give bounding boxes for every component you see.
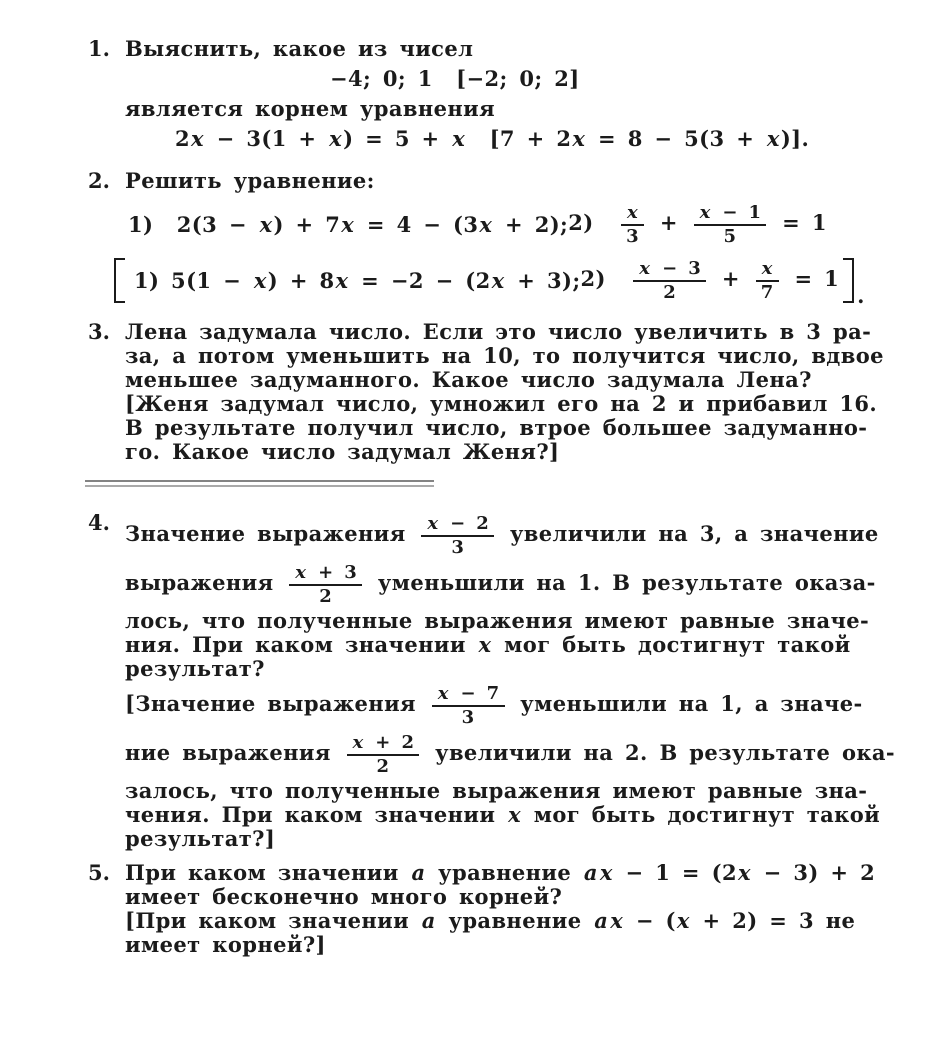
problem-number: 1. — [88, 36, 110, 61]
problem-2 — [88, 168, 912, 308]
text-line: Выяснить, какое из чисел — [125, 36, 474, 61]
text-line: имеет корней?] — [125, 932, 326, 957]
problem-body — [125, 861, 912, 957]
text-line: ния. При каком значении x мог быть достигнут такой — [125, 632, 851, 657]
equation-line: [При каком значении a уравнение ax − (x + 2) = 3 не — [125, 908, 856, 933]
text-line: го. Какое число задумал Женя?] — [125, 439, 560, 464]
fraction: $\frac{x + 2}{2}$ — [347, 733, 420, 776]
equation-2: 2) $\frac{x}{3}$ + $\frac{x - 1}{5}$ = 1 — [568, 202, 827, 247]
equation-line: 2x − 3(1 + x) = 5 + x [7 + 2x = 8 − 5(3 + x)]. — [175, 126, 810, 151]
problem-3 — [88, 320, 912, 464]
fraction: $\frac{x - 3}{2}$ — [633, 259, 706, 302]
text-line: меньшее задуманного. Какое число задумала Лена? — [125, 367, 812, 392]
problem-number: 2. — [88, 168, 110, 193]
text-line-with-fraction: Значение выражения $\frac{x - 2}{3}$ увеличили на 3, а значение — [125, 513, 879, 558]
equation-line: При каком значении a уравнение ax − 1 = (2x − 3) + 2 — [125, 860, 876, 885]
equation-row-1 — [125, 200, 912, 249]
problem-number: 5. — [88, 860, 110, 885]
text-line-with-fraction: ние выражения $\frac{x + 2}{2}$ увеличили на 2. В результате ока- — [125, 732, 896, 777]
problem-number: 4. — [88, 510, 110, 535]
text-line: результат? — [125, 656, 265, 681]
section-divider — [85, 480, 434, 487]
text-line: Лена задумала число. Если это число увеличить в 3 ра- — [125, 319, 872, 344]
text-line: лось, что полученные выражения имеют равные значе- — [125, 608, 870, 633]
bracketed-equations — [131, 256, 839, 305]
fraction: $\frac{x - 7}{3}$ — [432, 684, 505, 727]
fraction: $\frac{x}{7}$ — [756, 259, 779, 302]
equation-row-2-bracketed — [114, 256, 912, 308]
problem-number: 3. — [88, 319, 110, 344]
problem-body — [125, 34, 912, 154]
text-line: за, а потом уменьшить на 10, то получится число, вдвое — [125, 343, 884, 368]
problem-body — [125, 511, 912, 851]
candidate-numbers-line: −4; 0; 1 [−2; 0; 2] — [330, 66, 580, 91]
big-bracket-right — [843, 258, 854, 303]
equation-1: 1) 2(3 − x) + 7x = 4 − (3x + 2); — [128, 211, 569, 237]
problem-body — [125, 168, 912, 308]
text-line: имеет бесконечно много корней? — [125, 884, 563, 909]
fraction: $\frac{x - 1}{5}$ — [694, 203, 767, 246]
problem-1 — [88, 34, 912, 154]
text-line: залось, что полученные выражения имеют равные зна- — [125, 778, 868, 803]
big-bracket-left — [114, 258, 125, 303]
text-line-with-fraction: [Значение выражения $\frac{x - 7}{3}$ уменьшили на 1, а значе- — [125, 683, 863, 728]
fraction: $\frac{x}{3}$ — [621, 203, 644, 246]
equation-2-alt: 2) $\frac{x - 3}{2}$ + $\frac{x}{7}$ = 1 — [580, 258, 840, 303]
text-line: результат?] — [125, 826, 276, 851]
equation-1-alt: 1) 5(1 − x) + 8x = −2 − (2x + 3); — [134, 267, 581, 293]
fraction: $\frac{x + 3}{2}$ — [289, 563, 362, 606]
text-line: чения. При каком значении x мог быть достигнут такой — [125, 802, 881, 827]
text-line: Решить уравнение: — [125, 168, 375, 193]
text-line-with-fraction: выражения $\frac{x + 3}{2}$ уменьшили на 1. В результате оказа- — [125, 562, 876, 607]
trailing-period: . — [857, 283, 865, 308]
page-content — [88, 34, 912, 972]
text-line: является корнем уравнения — [125, 96, 496, 121]
text-line: В результате получил число, втрое большее задуманно- — [125, 415, 868, 440]
text-line: [Женя задумал число, умножил его на 2 и прибавил 16. — [125, 391, 878, 416]
problem-5 — [88, 861, 912, 957]
fraction: $\frac{x - 2}{3}$ — [421, 514, 494, 557]
problem-4 — [88, 511, 912, 851]
problem-body — [125, 320, 912, 464]
